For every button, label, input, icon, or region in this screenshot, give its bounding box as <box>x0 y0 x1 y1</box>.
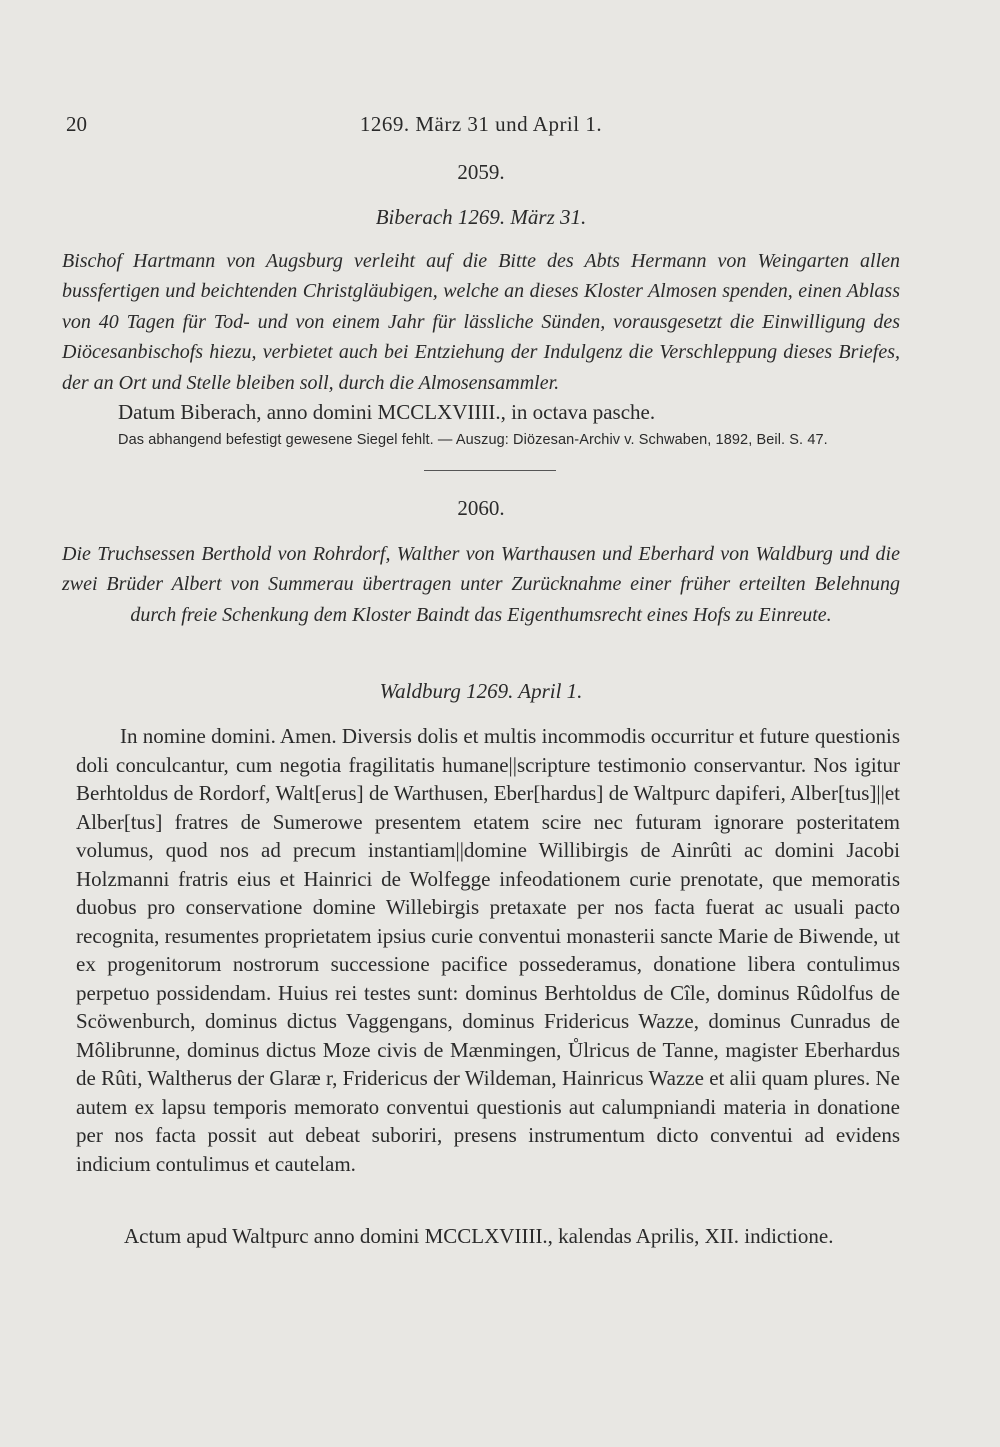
entry-place-date-2059: Biberach 1269. März 31. <box>375 205 587 229</box>
entry-place-date-2060: Waldburg 1269. April 1. <box>379 679 583 703</box>
section-divider <box>424 470 556 471</box>
entry-regest-2059: Bischof Hartmann von Augsburg verleiht auf die Bitte des Abts Hermann von Weingarten allen bussfertigen und beichtenden Christgläubigen, welche an dieses Kloster Almosen spenden, einen Ablass von 40 Tagen für Tod- und von einem Jahr für lässliche Sünden, vorausgesetzt die Einwilligung des Diöcesanbischofs hiezu, verbietet auch bei Entziehung der Indulgenz die Verschleppung dieses Briefes, der an Ort und Stelle bleiben soll, durch die Almosensammler. <box>62 250 900 394</box>
page-number: 20 <box>66 112 87 136</box>
page-header <box>62 112 900 146</box>
entry-number-2060: 2060. <box>457 496 505 520</box>
entry-datum-2059: Datum Biberach, anno domini MCCLXVIIII., in octava pasche. <box>118 400 656 424</box>
entry-regest-2060: Die Truchsessen Berthold von Rohrdorf, Walther von Warthausen und Eberhard von Waldburg und die zwei Brüder Albert von Summerau übertragen unter Zurücknahme einer früher erteilten Belehnung durch freie Schenkung dem Kloster Baindt das Eigenthumsrecht eines Hofs zu Einreute. <box>62 543 900 626</box>
running-head: 1269. März 31 und April 1. <box>359 112 603 136</box>
entry-note-2059: Das abhangend befestigt gewesene Siegel fehlt. — Auszug: Diözesan-Archiv v. Schwaben, 1892, Beil. S. 47. <box>118 432 828 448</box>
entry-body-2060: In nomine domini. Amen. Diversis dolis et multis incommodis occurritur et future questionis doli conculcantur, cum negotia fragilitatis humane||scripture testimonio conservantur. Nos igitur Berhtoldus de Rordorf, Walt[erus] de Warthusen, Eber[hardus] de Waltpurc dapiferi, Alber[tus]||et Alber[tus] fratres de Sumerowe presentem etatem scire nec futuram ignorare posteritatem volumus, quod nos ad precum instantiam||domine Willibirgis de Ainrûti ac domini Jacobi Holzmanni fratris eius et Hainrici de Wolfegge infeodationem curie prenotate, que memoratis duobus pro conservatione domine Willebirgis pretaxate per nos facta fuerat ac usuali pacto recognita, resumentes proprietatem ipsius curie conventui monasterii sancte Marie de Biwende, ut ex progenitorum nostrorum successione pacifice possederamus, donatione libera contulimus perpetuo possidendam. Huius rei testes sunt: dominus Berhtoldus de Cîle, dominus Rûdolfus de Scöwenburch, dominus dictus Vaggengans, dominus Fridericus Wazze, dominus Cunradus de Môlibrunne, dominus dictus Moze civis de Mænmingen, Ůlricus de Tanne, magister Eberhardus de Rûti, Waltherus der Glaræ r, Fridericus der Wildeman, Hainricus Wazze et alii quam plures. Ne autem ex lapsu temporis memorato conventui questionis aut calumpniandi materia in donatione per nos facta possit aut debeat suboriri, presens instrumentum dicto conventui ad evidens indicium contulimus et cautelam. <box>76 724 900 1176</box>
entry-number-2059: 2059. <box>457 160 505 184</box>
entry-actum-2060: Actum apud Waltpurc anno domini MCCLXVIIII., kalendas Aprilis, XII. indictione. <box>124 1224 834 1248</box>
